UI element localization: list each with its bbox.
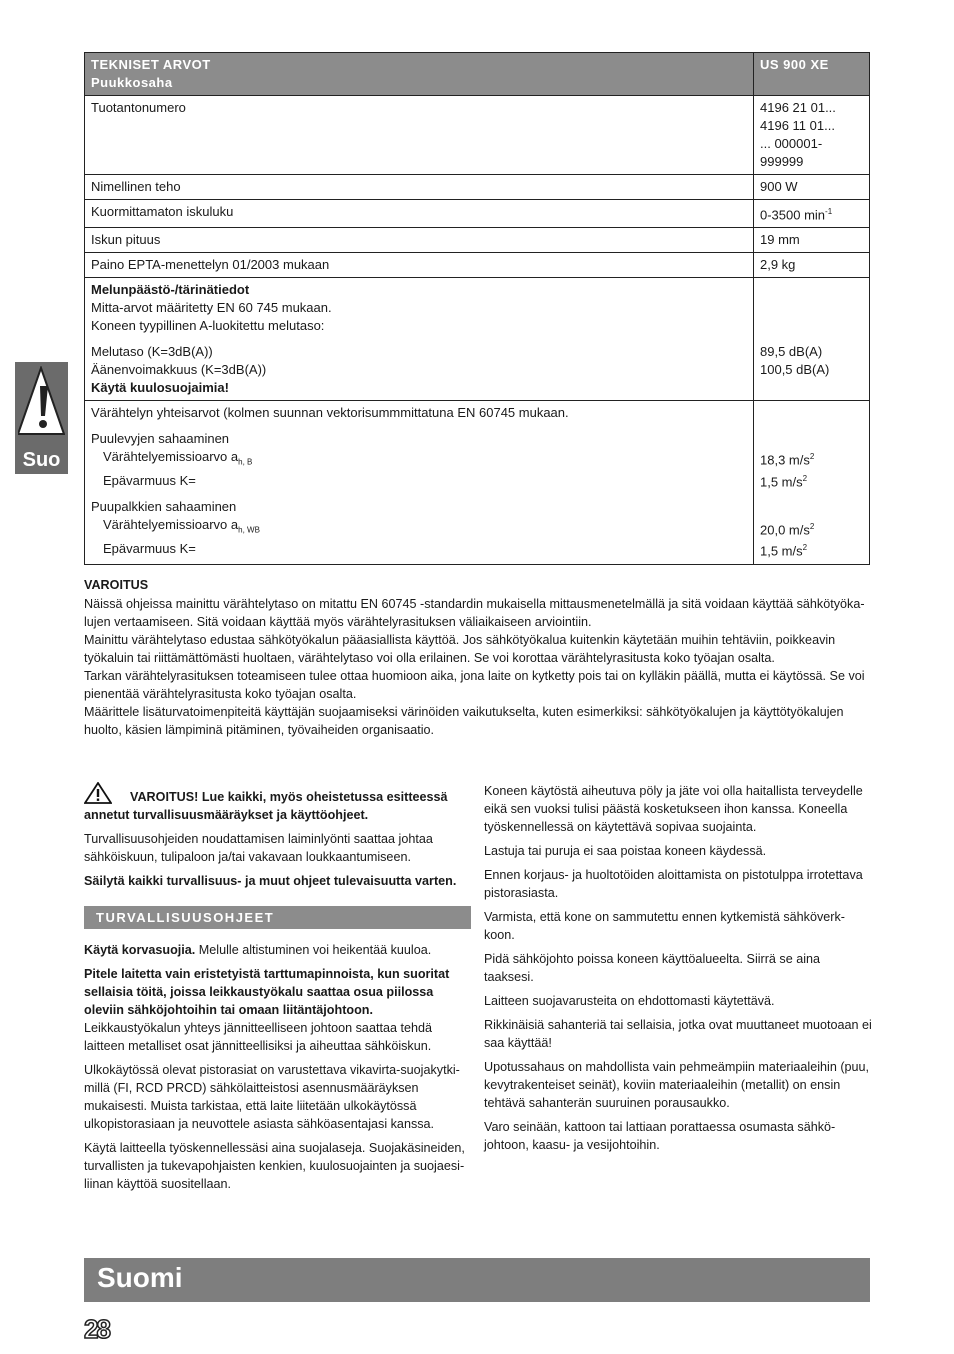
warning-triangle-icon <box>84 782 112 804</box>
warning-consequence: Turvallisuusohjeiden noudattamisen laiminlyönti saattaa johtaa sähköiskuun, tulipaloon ja/tai vakavaan loukkaantumiseen. <box>84 832 433 864</box>
row-label: Kuormittamaton iskuluku <box>85 200 754 228</box>
safety-section-heading: TURVALLISUUSOHJEET <box>84 906 471 929</box>
spec-header-left <box>85 53 754 96</box>
squared-exponent: 2 <box>802 543 808 553</box>
protective-gear-paragraph: Käytä laitteella työskennellessäsi aina suojalaseja. Suojakäsineiden, turvallisten ja tukevapohjaisten kenkien, kuulosuojainten ja suojaesi-liinan käyttöä suositellaan. <box>84 1141 465 1191</box>
value-text: 1,5 m/s <box>760 543 803 559</box>
beam-emission-value <box>760 518 863 539</box>
noise-values <box>754 278 870 401</box>
beam-uncertainty-value <box>760 539 863 560</box>
beam-emission-label <box>91 516 747 540</box>
row-value <box>754 200 870 228</box>
vibration-values <box>754 401 870 564</box>
noise-level-label: Melutaso (K=3dB(A)) <box>91 344 213 360</box>
row-value: 19 mm <box>754 228 870 253</box>
varoitus-paragraph: Määrittele lisäturvatoimenpiteitä käyttäjän suojaamiseksi värinöiden vaikutukselta, kuten esimerkiksi: sähkötyökalujen ja käyttötyökalujen huolto, käsien lämpiminä pitäminen, työvaiheiden organisaatio. <box>84 705 844 737</box>
squared-exponent: 2 <box>802 473 808 483</box>
emission-subscript: h, B <box>238 457 253 467</box>
stroke-rate-value: 0-3500 min <box>760 207 826 223</box>
general-warning-text: VAROITUS! Lue kaikki, myös oheistetussa esitteessä annetut turvallisuusmääräykset ja käyttöohjeet. <box>84 790 448 822</box>
row-value <box>754 96 870 175</box>
board-uncertainty-value <box>760 470 863 491</box>
stroke-rate-exponent: -1 <box>825 207 833 216</box>
table-row <box>85 200 870 228</box>
spec-table <box>84 52 870 565</box>
noise-row <box>85 278 870 401</box>
ear-protection-bold: Käytä korvasuojia. <box>84 943 196 957</box>
safety-paragraph: Koneen käytöstä aiheutuva pöly ja jäte voi olla haitallista terveydelle eikä sen vuoksi tulisi päästä kosketukseen ihon kanssa. Koneella työskennellessä on käytettävä sopivaa suojainta. <box>484 784 863 834</box>
general-warning <box>84 782 471 824</box>
table-row <box>85 228 870 253</box>
row-label: Nimellinen teho <box>85 175 754 200</box>
varoitus-paragraph: Näissä ohjeissa mainittu värähtelytaso on mitattu EN 60745 -standardin mukaisella mittausmenetelmällä ja sitä voidaan käyttää sähkötyöka-lujen vertaamiseen. Sitä voidaan käyttää myös värähtelyrasituksen väliaikaiseen arviointiin. <box>84 597 865 629</box>
safety-paragraph: Upotussahaus on mahdollista vain pehmeämpiin materiaaleihin (puu, kevytrakenteiset seinät), koviin materiaaleihin (metallit) on ensin tehtävä sahanterän suuruinen porausaukko. <box>484 1060 870 1110</box>
grip-bold: Pitele laitetta vain eristetyistä tarttumapinnoista, kun suoritat sellaisia töitä, joissa leikkaustyökalu saattaa osua piilossa oleviin sähköjohtoihin tai omaan liitäntäjohtoon. <box>84 967 450 1017</box>
spec-header-row <box>85 53 870 96</box>
spec-header-title: TEKNISET ARVOT <box>91 57 211 72</box>
left-column <box>84 782 471 1199</box>
table-row <box>85 253 870 278</box>
row-value: 900 W <box>754 175 870 200</box>
board-emission-label <box>91 448 747 472</box>
vibration-labels <box>85 401 754 564</box>
ear-protection-text: Melulle altistuminen voi heikentää kuuloa. <box>195 943 432 957</box>
noise-line2: Koneen tyypillinen A-luokitettu melutaso: <box>91 318 325 334</box>
grip-text: Leikkaustyökalun yhteys jännitteelliseen johtoon saattaa tehdä laitteen metalliset osat jännitteellisiksi ja aiheuttaa sähköiskun. <box>84 1021 432 1053</box>
page-number: 28 <box>84 1314 109 1344</box>
varoitus-heading: VAROITUS <box>84 578 149 592</box>
vibration-warning-section <box>84 576 872 739</box>
noise-power-label: Äänenvoimakkuus (K=3dB(A)) <box>91 362 267 378</box>
emission-subscript: h, WB <box>238 525 260 535</box>
language-side-tab <box>15 362 68 474</box>
product-number-3: ... 000001-999999 <box>760 136 823 169</box>
footer-language-title: Suomi <box>97 1262 183 1293</box>
noise-power-value: 100,5 dB(A) <box>760 362 830 378</box>
value-text: 20,0 m/s <box>760 522 810 538</box>
row-label: Iskun pituus <box>85 228 754 253</box>
spec-header-model: US 900 XE <box>754 53 870 96</box>
squared-exponent: 2 <box>809 452 815 462</box>
beam-sawing-title: Puupalkkien sahaaminen <box>91 498 237 514</box>
beam-uncertainty-label: Epävarmuus K= <box>103 540 196 556</box>
grip-paragraph <box>84 965 471 1055</box>
value-text: 18,3 m/s <box>760 452 810 468</box>
emission-label-text: Värähtelyemissioarvo a <box>103 516 239 532</box>
noise-level-value: 89,5 dB(A) <box>760 344 823 360</box>
vibration-row <box>85 401 870 564</box>
board-uncertainty-label: Epävarmuus K= <box>103 472 196 488</box>
varoitus-paragraph: Tarkan värähtelyrasituksen toteamiseen tulee ottaa huomioon aika, jona laite on kytketty pois tai on kylläkin päällä, mutta ei käytössä. Se voi pienentää värähtelyrasitusta koko työajan osalta. <box>84 669 865 701</box>
safety-paragraph: Laitteen suojavarusteita on ehdottomasti käytettävä. <box>484 994 775 1008</box>
noise-labels <box>85 278 754 401</box>
board-sawing-title: Puulevyjen sahaaminen <box>91 431 230 447</box>
safety-paragraph: Lastuja tai puruja ei saa poistaa koneen käydessä. <box>484 844 767 858</box>
safety-paragraph: Pidä sähköjohto poissa koneen käyttöalueelta. Siirrä se aina taaksesi. <box>484 952 821 984</box>
product-number-1: 4196 21 01... <box>760 100 836 115</box>
side-tab-label: Suo <box>22 449 61 471</box>
outdoor-paragraph: Ulkokäytössä olevat pistorasiat on varustettava vikavirta-suojakytki-millä (FI, RCD PRCD) sähkölaitteistosi asennusmääräyksen mukaisesti. Muista tarkistaa, että laite liitetään ulkokäytössä ulkopistorasiaan ja neuvottele asiasta sähköasentajasi kanssa. <box>84 1063 460 1131</box>
board-emission-value <box>760 448 863 469</box>
hearing-protection-note: Käytä kuulosuojaimia! <box>91 380 229 396</box>
keep-instructions: Säilytä kaikki turvallisuus- ja muut ohjeet tulevaisuutta varten. <box>84 874 457 888</box>
right-column <box>484 782 872 1160</box>
warning-triangle-icon <box>18 366 65 442</box>
noise-line1: Mitta-arvot määritetty EN 60 745 mukaan. <box>91 300 332 316</box>
vibration-intro: Värähtelyn yhteisarvot (kolmen suunnan vektorisummmittatuna EN 60745 mukaan. <box>91 405 569 421</box>
row-label: Tuotantonumero <box>85 96 754 175</box>
squared-exponent: 2 <box>809 521 815 531</box>
safety-paragraph: Rikkinäisiä sahanteriä tai sellaisia, jotka ovat muuttaneet muotoaan ei saa käyttää! <box>484 1018 872 1050</box>
safety-paragraph: Ennen korjaus- ja huoltotöiden aloittamista on pistotulppa irrotettava pistorasiasta. <box>484 868 863 900</box>
row-value: 2,9 kg <box>754 253 870 278</box>
ear-protection-paragraph <box>84 941 471 959</box>
safety-paragraph: Varmista, että kone on sammutettu ennen kytkemistä sähköverk-koon. <box>484 910 845 942</box>
value-text: 1,5 m/s <box>760 473 803 489</box>
row-label: Paino EPTA-menettelyn 01/2003 mukaan <box>85 253 754 278</box>
table-row <box>85 175 870 200</box>
footer-bar <box>84 1258 870 1302</box>
spec-header-subtitle: Puukkosaha <box>91 75 173 90</box>
product-number-2: 4196 11 01... <box>760 118 835 133</box>
table-row <box>85 96 870 175</box>
emission-label-text: Värähtelyemissioarvo a <box>103 449 239 465</box>
noise-title: Melunpäästö-/tärinätiedot <box>91 282 250 298</box>
safety-paragraph: Varo seinään, kattoon tai lattiaan porattaessa osumasta sähkö-johtoon, kaasu- ja vesijohtoihin. <box>484 1120 836 1152</box>
varoitus-paragraph: Mainittu värähtelytaso edustaa sähkötyökalun pääasiallista käyttöä. Jos sähkötyökalua kuitenkin käytetään muihin tehtäviin, poikkeavin työkaluin tai riittämättömästi huoltaen, värähtelytaso voi olla erilainen. Se voi korottaa värähtelyrasitusta koko työajan osalta. <box>84 633 836 665</box>
